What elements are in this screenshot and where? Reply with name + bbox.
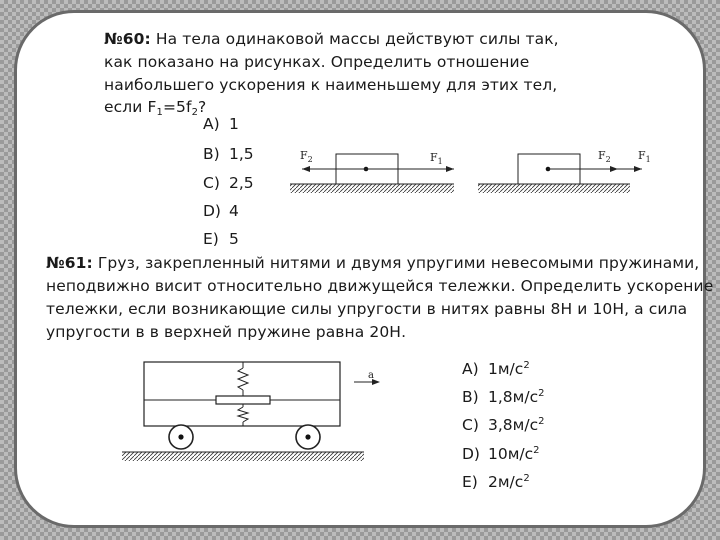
label-f2: $F_2$	[598, 149, 611, 164]
problem-61-number: №61:	[46, 254, 93, 272]
answer-61-d: D) $10м/с^2$	[462, 445, 540, 463]
force-f1-head	[446, 166, 454, 172]
force-diagram-1	[288, 140, 458, 200]
answer-60-a: A) 1	[203, 115, 239, 133]
label-f2: $F_2$	[300, 149, 313, 164]
force-diagram-2	[476, 140, 656, 200]
ground-hatch	[478, 184, 630, 193]
problem-61-line-3: тележки, если возникающие силы упругости в нитях равны 8Н и 10Н, а сила	[46, 300, 688, 318]
wheel-left-hub	[178, 434, 183, 439]
problem-61-line-1	[46, 252, 699, 274]
problem-61-line-4: упругости в в верхней пружине равна 20Н.	[46, 323, 407, 341]
ground-hatch	[290, 184, 454, 193]
problem-60-text-1: На тела одинаковой массы действуют силы так,	[155, 30, 559, 48]
force-f2-head	[302, 166, 310, 172]
cart-body	[144, 362, 340, 426]
problem-61-line-2: неподвижно висит относительно движущейся тележки. Определить ускорение	[46, 277, 714, 295]
label-f1: $F_1$	[430, 151, 443, 166]
force-f1-head	[634, 166, 642, 172]
problem-60-line-4: если $F_1=5f_2$?	[104, 98, 207, 118]
problem-60-line-3: наибольшего ускорения к наименьшему для этих тел,	[104, 76, 558, 94]
load-block	[216, 396, 270, 404]
answer-61-a: A) $1м/с^2$	[462, 360, 530, 378]
answer-60-e: E) 5	[203, 230, 239, 248]
answer-60-c: C) 2,5	[203, 174, 254, 192]
answer-60-b: B) 1,5	[203, 145, 254, 163]
wheel-right-hub	[305, 434, 310, 439]
answer-61-e: E) $2м/с^2$	[462, 473, 530, 491]
problem-61-text-1: Груз, закрепленный нитями и двумя упругими невесомыми пружинами,	[97, 254, 700, 272]
answer-61-b: B) $1,8м/с^2$	[462, 388, 545, 406]
answer-61-c: C) $3,8м/с^2$	[462, 416, 545, 434]
answer-60-d: D) 4	[203, 202, 239, 220]
acceleration-label: a	[368, 370, 374, 381]
label-f1: $F_1$	[638, 149, 651, 164]
problem-60-number: №60:	[104, 30, 151, 48]
problem-60-line-1	[104, 28, 559, 50]
ground-hatch	[122, 452, 364, 461]
problem-60-line-2: как показано на рисунках. Определить отношение	[104, 53, 530, 71]
cart-diagram	[118, 356, 374, 466]
